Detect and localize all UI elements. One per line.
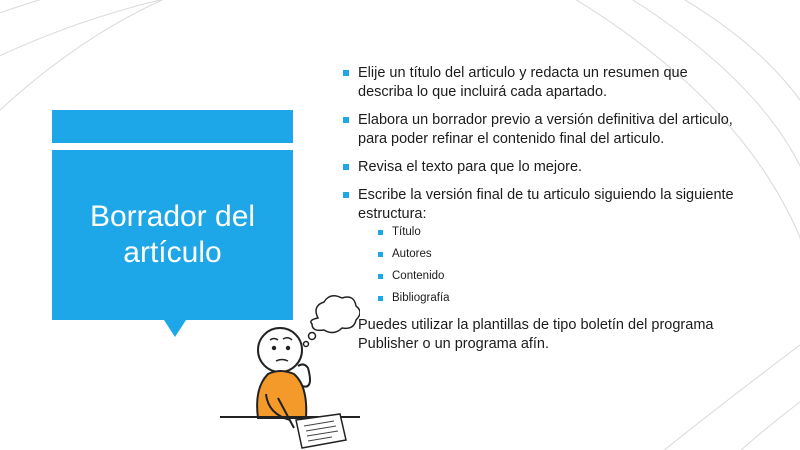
slide-title: Borrador del artículo — [89, 200, 256, 269]
sub-list-item: Autores — [374, 246, 740, 263]
sub-list-item: Bibliografía — [374, 290, 740, 307]
bullet-text: Puedes utilizar la plantillas de tipo boletín del programa Publisher o un programa afín. — [358, 317, 714, 352]
list-item — [340, 316, 740, 354]
bullet-list — [340, 64, 740, 354]
thinking-writer-illustration — [220, 290, 360, 450]
paper-icon — [296, 414, 346, 448]
list-item — [340, 158, 740, 177]
list-item — [340, 111, 740, 149]
title-box-pointer — [164, 320, 186, 337]
bullet-text: Revisa el texto para que lo mejore. — [358, 159, 583, 175]
content-area — [340, 64, 740, 363]
sub-bullet-list — [358, 224, 740, 307]
list-item — [340, 186, 740, 307]
sub-list-item: Contenido — [374, 268, 740, 285]
bullet-text: Escribe la versión final de tu articulo siguiendo la siguiente estructura: — [358, 187, 734, 222]
list-item — [340, 64, 740, 102]
bullet-text: Elije un título del articulo y redacta un resumen que describa lo que incluirá cada apartado. — [358, 65, 688, 100]
thought-bubble-icon — [304, 296, 361, 347]
sub-list-item: Título — [374, 224, 740, 241]
bullet-text: Elabora un borrador previo a versión definitiva del articulo, para poder refinar el contenido final del articulo. — [358, 112, 733, 147]
title-accent-bar — [52, 110, 293, 143]
